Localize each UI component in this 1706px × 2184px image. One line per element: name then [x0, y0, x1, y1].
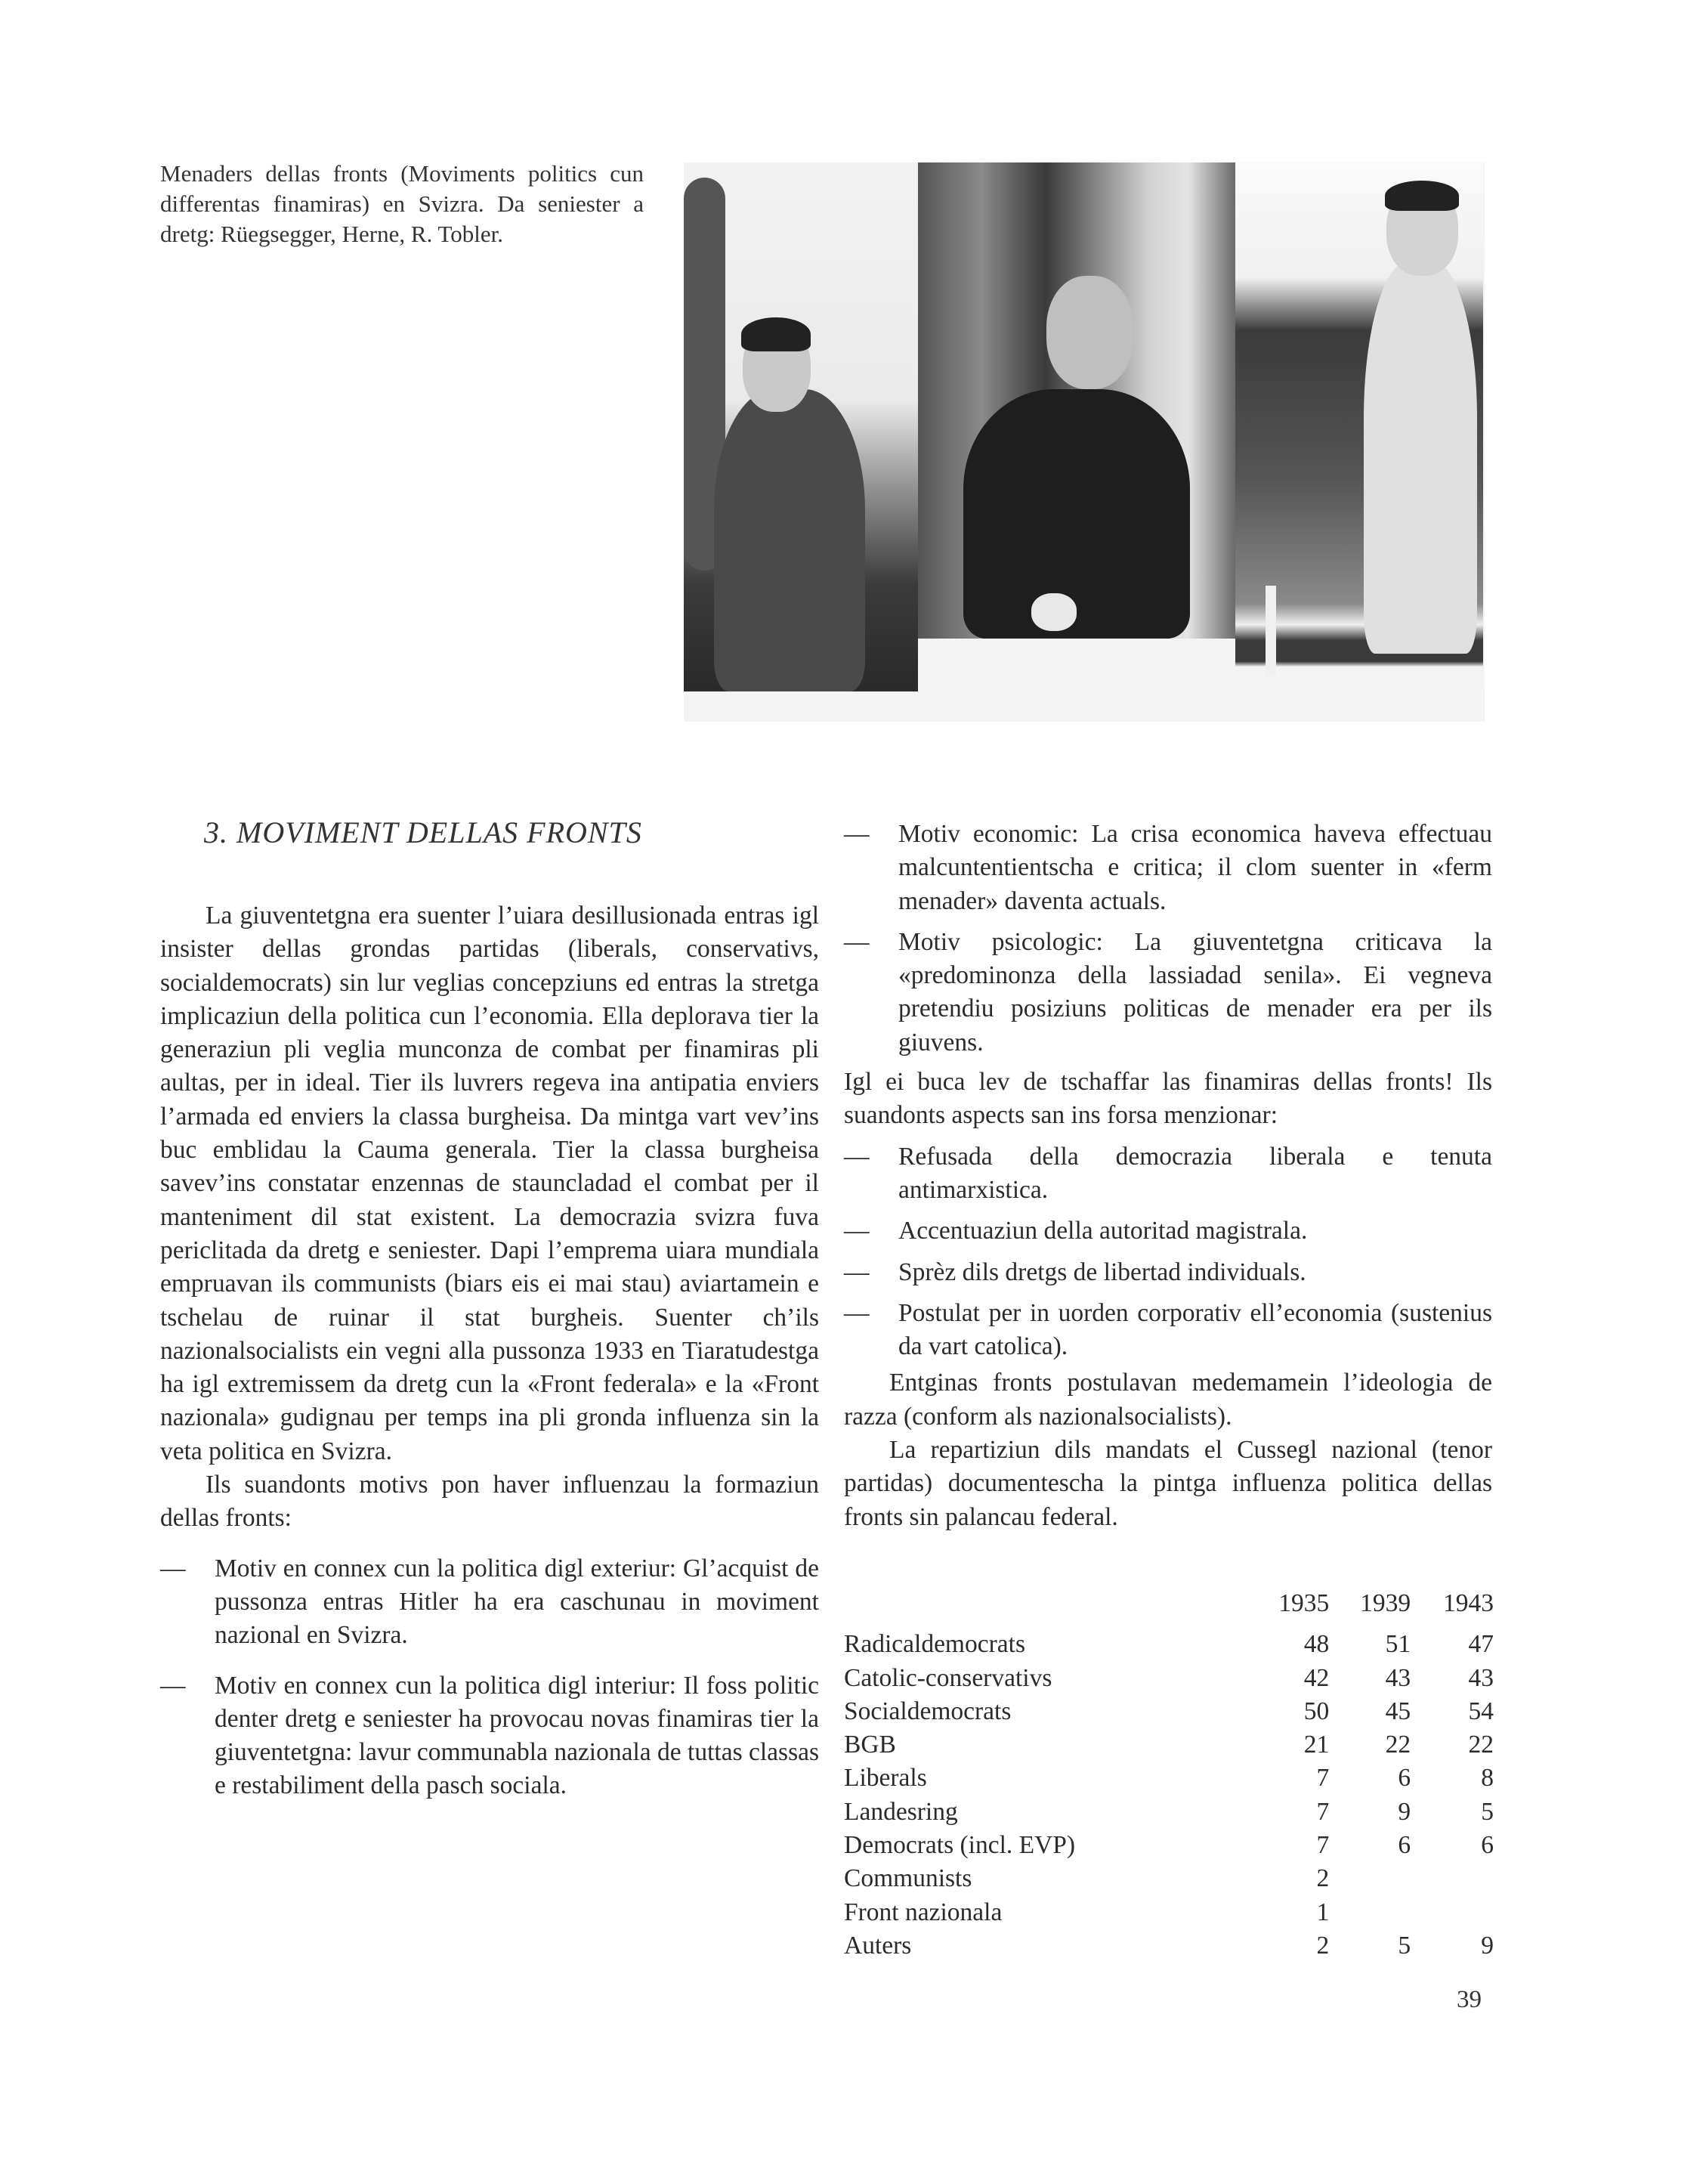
- photo-caption: Menaders dellas fronts (Moviments politics cun differentas finamiras) en Svizra. Da seniester a dretg: Rüegsegger, Herne, R. Tobler.: [160, 160, 644, 247]
- photo-panel-tobler: [1235, 162, 1483, 688]
- party-name: Liberals: [844, 1764, 927, 1793]
- aspects-list: [844, 1140, 1492, 1364]
- party-name: Front nazionala: [844, 1898, 1003, 1926]
- seat-count: 22: [1468, 1731, 1494, 1759]
- seat-count: 9: [1398, 1797, 1411, 1826]
- list-item-text: Sprèz dils dretgs de libertad individuals.: [898, 1258, 1306, 1286]
- table-row: [844, 1862, 1494, 1895]
- list-item: [844, 926, 1492, 1060]
- table-row: [844, 1695, 1494, 1728]
- list-item: [844, 1140, 1492, 1208]
- party-name: Catolic-conservativs: [844, 1663, 1052, 1692]
- seat-count: 47: [1468, 1630, 1494, 1659]
- seat-count: 5: [1398, 1931, 1411, 1960]
- seat-count: 22: [1385, 1731, 1411, 1759]
- seat-count: 1: [1316, 1898, 1330, 1926]
- em-dash-bullet: —: [160, 1554, 186, 1582]
- figure-head-shape: [1046, 276, 1133, 389]
- seat-count: [1411, 1896, 1494, 1929]
- em-dash-bullet: —: [844, 820, 870, 848]
- seat-count: 48: [1303, 1630, 1330, 1659]
- list-item: [844, 1214, 1492, 1248]
- table-row: [844, 1896, 1494, 1929]
- photo-panel-herne: [918, 162, 1235, 639]
- party-name: Communists: [844, 1864, 972, 1893]
- seat-count: 9: [1481, 1931, 1494, 1960]
- seat-count: 45: [1385, 1697, 1411, 1725]
- left-text-column: [160, 899, 819, 1803]
- body-paragraph: La giuventetgna era suenter l’uiara desillusionada entras igl insister dellas grondas partidas (liberals, conservativs, socialdemocrats) sin lur veglias concepziuns ed entras la stretga implicaziun della politica cun l’economia. Ella deplorava tier la generaziun pli veglia munconza de combat per finamiras pli aultas, per in ideal. Tier ils luvrers regeva ina antipatia enviers l’armada ed enviers la classa burgheisa. Da mintga vart vev’ins buc emblidau la Cauma generala. Tier la classa burgheisa savev’ins constatar enzennas de stauncladad el combat per il manteniment dil stat existent. La democrazia svizra fuva periclitada da dretg e seniester. Dapi l’emprema uiara mundiala empruavan ils communists (biars eis ei mai stau) aviartamein e tschelau de ruinar il stat burgheis. Suenter ch’ils nazionalsocialists ein vegni alla pussonza 1933 en Tiaratudestga ha igl extremissem da dretg cun la «Front federala» e la «Front nazionala» gudignau per temps ina pli gronda influenza sin la veta politica en Svizra.: [160, 902, 819, 1465]
- table-header-row: [844, 1587, 1494, 1620]
- seat-count: 6: [1398, 1764, 1411, 1793]
- seat-count: 7: [1316, 1797, 1330, 1826]
- seat-count: 50: [1303, 1697, 1330, 1725]
- table-header-blank: [844, 1587, 1247, 1620]
- railing-shape: [1266, 586, 1276, 676]
- em-dash-bullet: —: [160, 1671, 186, 1700]
- section-heading: 3. MOVIMENT DELLAS FRONTS: [204, 815, 642, 849]
- seat-count: 2: [1316, 1931, 1330, 1960]
- body-paragraph: Entginas fronts postulavan medemamein l’ideologia de razza (conform als nazionalsocialists).: [844, 1369, 1492, 1431]
- seat-count: 7: [1316, 1831, 1330, 1860]
- figure-hand-shape: [1031, 593, 1077, 631]
- table-row: [844, 1628, 1494, 1661]
- list-item-text: Postulat per in uorden corporativ ell’economia (sustenius da vart catolica).: [898, 1298, 1492, 1361]
- right-text-column: [844, 818, 1492, 1534]
- table-row: [844, 1929, 1494, 1963]
- party-name: Democrats (incl. EVP): [844, 1831, 1076, 1860]
- figure-body-shape: [1364, 261, 1477, 654]
- em-dash-bullet: —: [844, 1217, 870, 1245]
- seat-count: 2: [1316, 1864, 1330, 1893]
- figure-body-shape: [714, 389, 865, 691]
- motivs-list: [160, 1552, 819, 1803]
- figure-hair-shape: [1385, 181, 1459, 211]
- seat-count: [1329, 1896, 1411, 1929]
- seat-count: 42: [1303, 1663, 1330, 1692]
- table-row: [844, 1829, 1494, 1862]
- list-item: [160, 1552, 819, 1653]
- seat-count: 51: [1385, 1630, 1411, 1659]
- seat-count: 5: [1481, 1797, 1494, 1826]
- photo-composite: [684, 162, 1485, 722]
- table-header-year: 1943: [1443, 1589, 1494, 1617]
- list-item: [844, 1297, 1492, 1364]
- seat-count: 43: [1385, 1663, 1411, 1692]
- table-row: [844, 1762, 1494, 1795]
- table-row: [844, 1662, 1494, 1695]
- figure-hair-shape: [741, 317, 811, 351]
- seat-count: 6: [1481, 1831, 1494, 1860]
- list-item: [844, 1256, 1492, 1289]
- body-paragraph: Igl ei buca lev de tschaffar las finamiras dellas fronts! Ils suandonts aspects san ins forsa menzionar:: [844, 1068, 1492, 1130]
- photo-panel-ruegsegger: [684, 162, 918, 691]
- list-item: [160, 1669, 819, 1803]
- list-item-text: Refusada della democrazia liberala e tenuta antimarxistica.: [898, 1142, 1492, 1204]
- list-item-text: Accentuaziun della autoritad magistrala.: [898, 1217, 1308, 1245]
- em-dash-bullet: —: [844, 1142, 870, 1171]
- body-paragraph: La repartiziun dils mandats el Cussegl nazional (tenor partidas) documentescha la pintga influenza politica dellas fronts sin palancau federal.: [844, 1436, 1492, 1531]
- list-item-text: Motiv en connex cun la politica digl exteriur: Gl’acquist de pussonza entras Hitler ha era caschunau in moviment nazional en Svizra.: [215, 1554, 819, 1650]
- table-header-year: 1935: [1278, 1589, 1330, 1617]
- em-dash-bullet: —: [844, 1298, 870, 1327]
- seat-count: 6: [1398, 1831, 1411, 1860]
- party-name: BGB: [844, 1731, 896, 1759]
- motivs-list-continued: [844, 818, 1492, 1060]
- list-item: [844, 818, 1492, 918]
- party-name: Socialdemocrats: [844, 1697, 1012, 1725]
- party-name: Radicaldemocrats: [844, 1630, 1025, 1659]
- figure-body-shape: [963, 389, 1190, 639]
- party-name: Auters: [844, 1931, 912, 1960]
- body-paragraph: Ils suandonts motivs pon haver influenzau la formaziun dellas fronts:: [160, 1471, 819, 1533]
- table-header-year: 1939: [1360, 1589, 1411, 1617]
- list-item-text: Motiv economic: La crisa economica haveva effectuau malcuntentientscha e critica; il clom suenter in «ferm menader» daventa actuals.: [898, 820, 1492, 915]
- page-number: 39: [1457, 1986, 1482, 2013]
- list-item-text: Motiv psicologic: La giuventetgna criticava la «predominonza della lassiadad senila». Ei vegneva pretendiu posiziuns politicas de menader era per ils giuvens.: [898, 927, 1492, 1056]
- seat-count: 7: [1316, 1764, 1330, 1793]
- seat-count: 54: [1468, 1697, 1494, 1725]
- party-name: Landesring: [844, 1797, 958, 1826]
- table-row: [844, 1796, 1494, 1829]
- mandates-table: [844, 1587, 1494, 1963]
- table-row: [844, 1728, 1494, 1762]
- em-dash-bullet: —: [844, 1258, 870, 1286]
- seat-count: 8: [1481, 1764, 1494, 1793]
- seat-count: 21: [1303, 1731, 1330, 1759]
- em-dash-bullet: —: [844, 927, 870, 956]
- seat-count: [1411, 1862, 1494, 1895]
- list-item-text: Motiv en connex cun la politica digl interiur: Il foss politic denter dretg e seniester ha provocau novas finamiras tier la giuventetgna: lavur communabla nazionala de tuttas classas e restabiliment della pasch sociala.: [215, 1671, 820, 1800]
- seat-count: 43: [1468, 1663, 1494, 1692]
- seat-count: [1329, 1862, 1411, 1895]
